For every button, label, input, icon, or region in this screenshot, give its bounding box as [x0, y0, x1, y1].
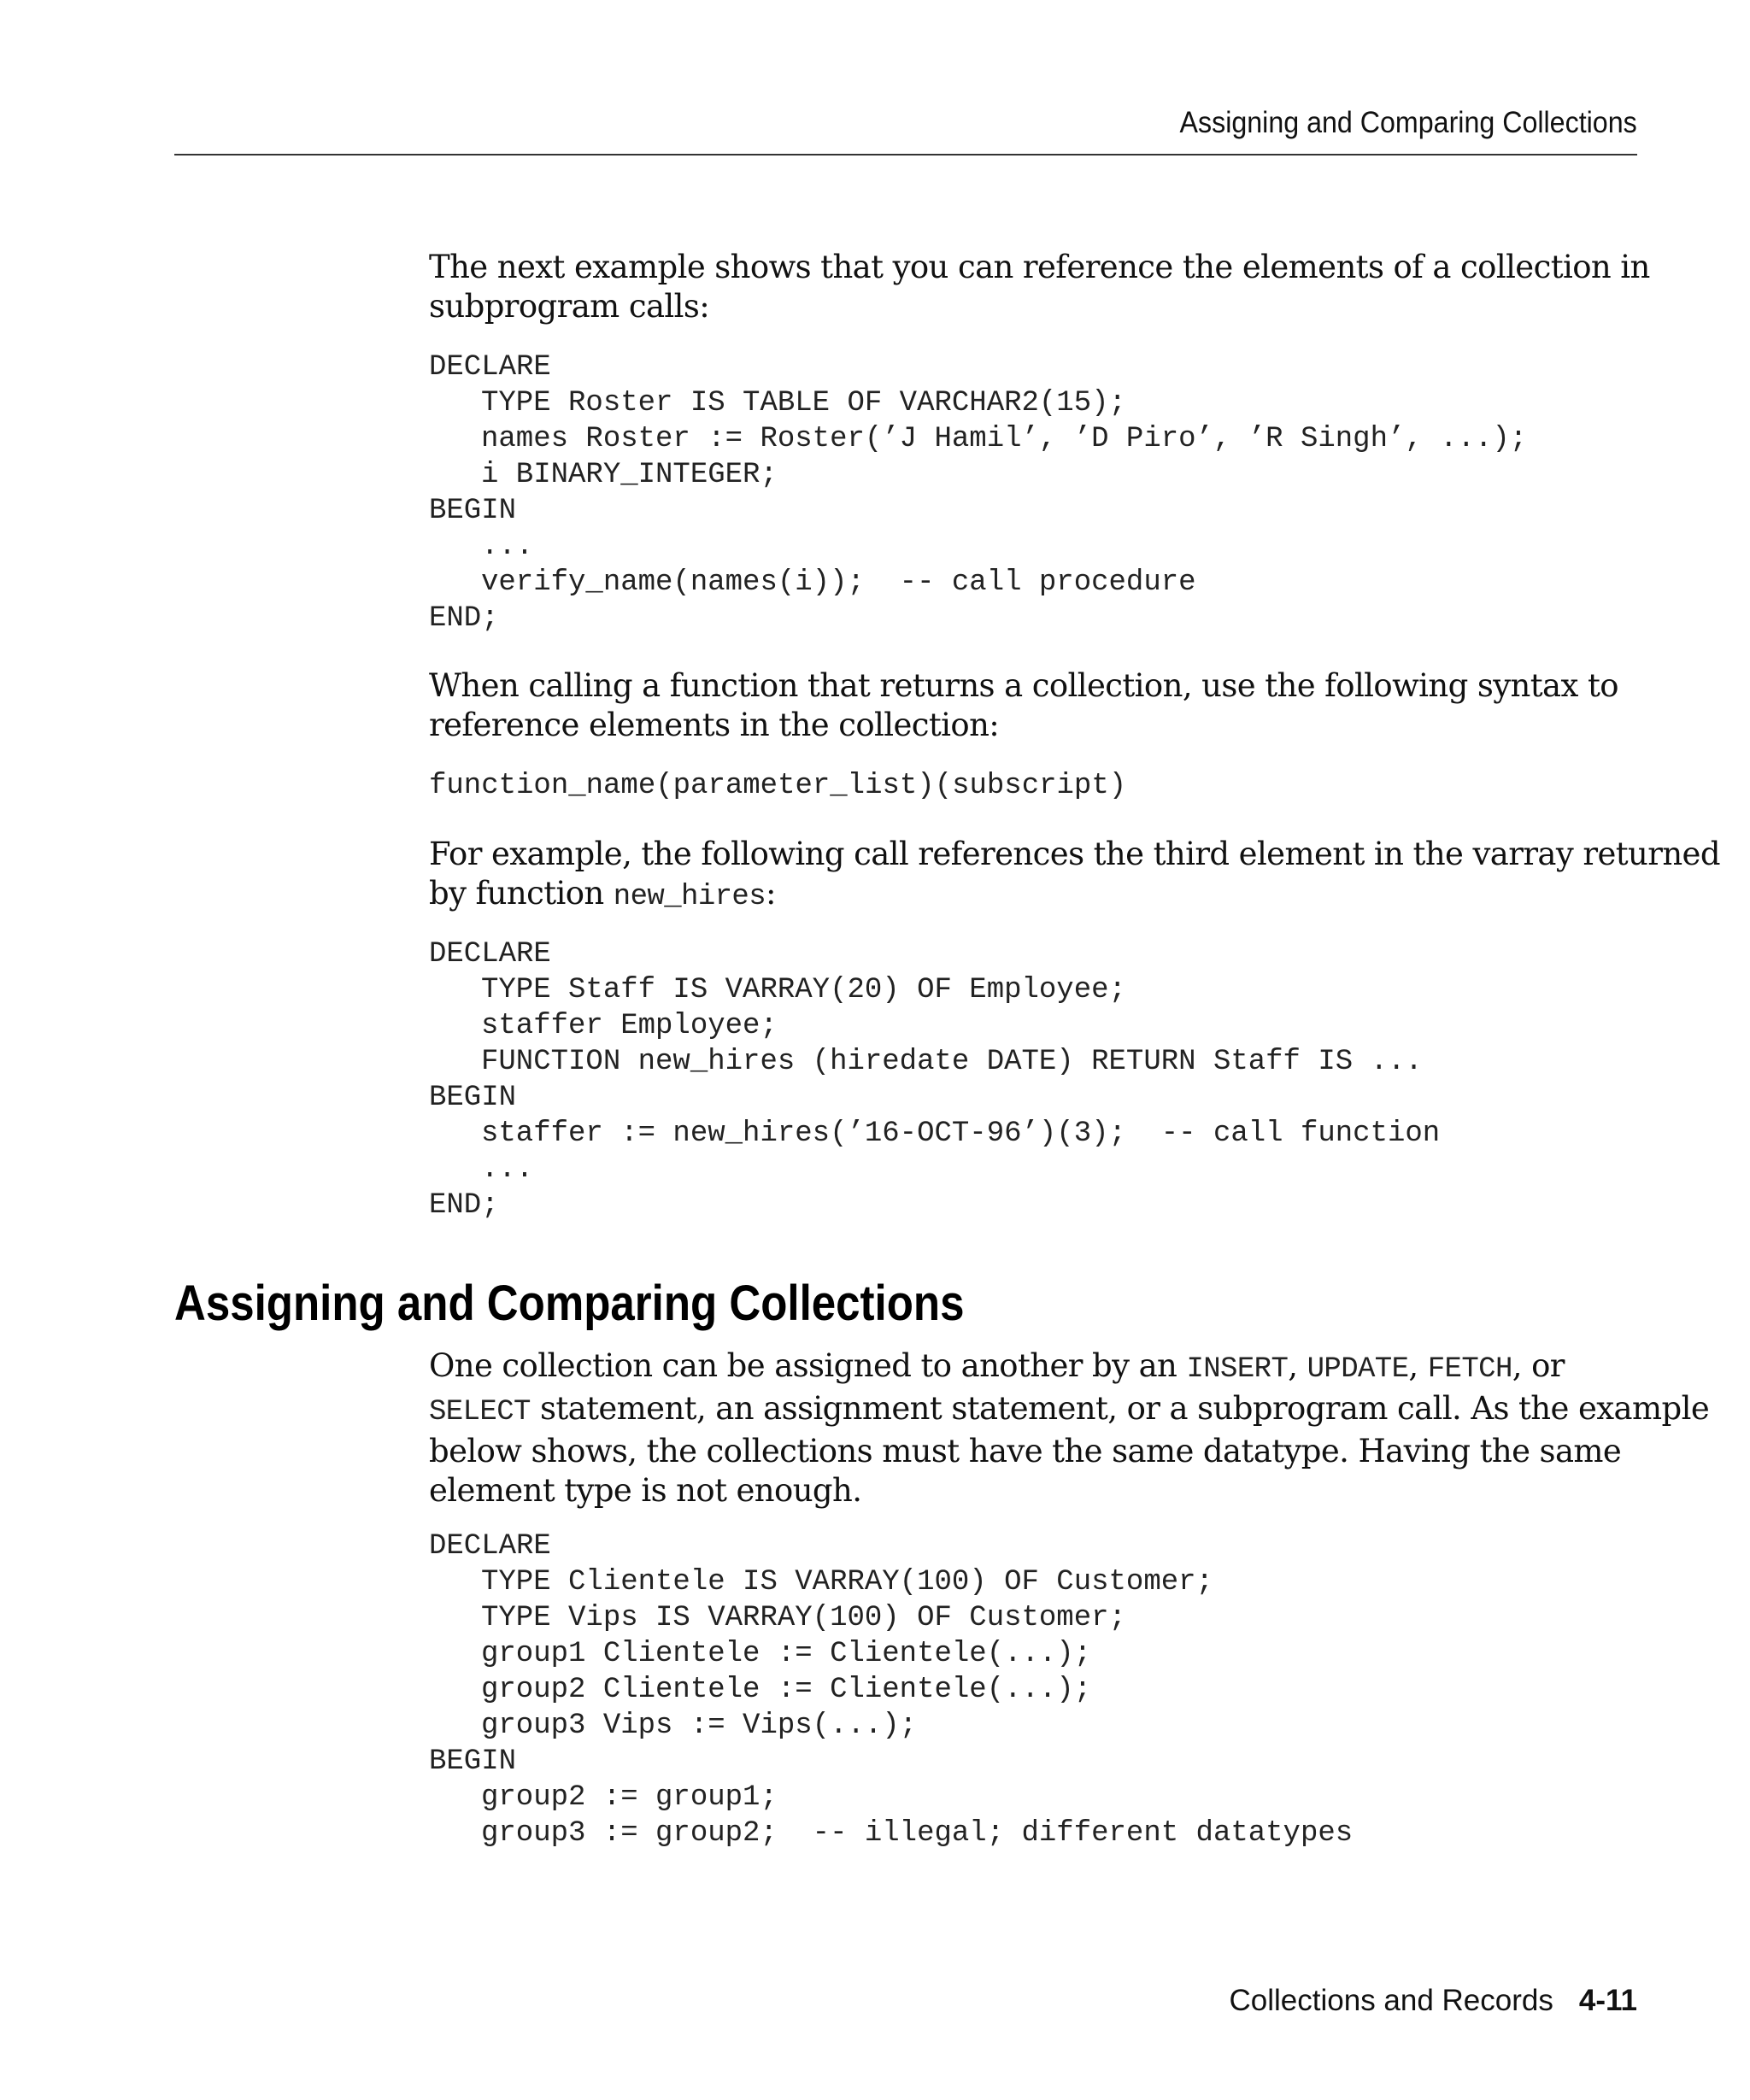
- code-line: group3 Vips := Vips(...);: [481, 1710, 918, 1742]
- code-line: BEGIN: [429, 1745, 517, 1778]
- code-line: BEGIN: [429, 495, 517, 527]
- paragraph-line: When calling a function that returns a collection, use the following syntax to: [429, 667, 1618, 704]
- paragraph-line: For example, the following call references the third element in the varray returned: [429, 836, 1720, 872]
- paragraph-line: reference elements in the collection:: [429, 707, 1000, 743]
- code-line: TYPE Staff IS VARRAY(20) OF Employee;: [481, 974, 1126, 1006]
- code-line: DECLARE: [429, 1530, 551, 1563]
- text-run: , or: [1512, 1347, 1565, 1384]
- syntax-line: [429, 768, 1637, 804]
- paragraph-assignment: [429, 1346, 1710, 1510]
- paragraph-line: element type is not enough.: [429, 1472, 862, 1509]
- code-block-function-call: [429, 936, 1637, 1223]
- code-line: FUNCTION new_hires (hiredate DATE) RETURN Staff IS ...: [481, 1046, 1423, 1078]
- code-line: TYPE Vips IS VARRAY(100) OF Customer;: [481, 1602, 1126, 1634]
- code-block-procedure-call: [429, 349, 1637, 636]
- inline-code: SELECT: [429, 1396, 531, 1428]
- paragraph-function-call: [429, 666, 1637, 745]
- code-line: function_name(parameter_list)(subscript): [429, 770, 1127, 802]
- code-listing: [429, 936, 1637, 1223]
- page-footer: [1230, 1984, 1638, 2018]
- code-line: names Roster := Roster(’J Hamil’, ’D Piro’, ’R Singh’, ...);: [481, 423, 1528, 455]
- paragraph-line: [429, 1389, 1710, 1432]
- section-heading: Assigning and Comparing Collections: [174, 1276, 965, 1331]
- code-line: END;: [429, 602, 499, 635]
- code-line: staffer := new_hires(’16-OCT-96’)(3); -- call function: [481, 1117, 1441, 1150]
- code-line: DECLARE: [429, 938, 551, 971]
- code-line: group2 := group1;: [481, 1781, 778, 1814]
- code-line: verify_name(names(i)); -- call procedure: [481, 566, 1196, 599]
- code-line: TYPE Clientele IS VARRAY(100) OF Customer;: [481, 1566, 1213, 1598]
- code-listing: [429, 349, 1637, 636]
- paragraph-line: [429, 874, 1637, 917]
- inline-code: FETCH: [1427, 1353, 1512, 1386]
- text-run: :: [766, 875, 776, 912]
- running-header: [174, 99, 1637, 155]
- text-run: statement, an assignment statement, or a subprogram call. As the example: [530, 1390, 1710, 1427]
- code-line: staffer Employee;: [481, 1010, 778, 1042]
- text-run: by function: [429, 875, 614, 912]
- inline-code: new_hires: [613, 881, 766, 913]
- paragraph-line: below shows, the collections must have the same datatype. Having the same: [429, 1433, 1622, 1469]
- code-line: group3 := group2; -- illegal; different datatypes: [481, 1817, 1354, 1850]
- footer-chapter: Collections and Records: [1229, 1984, 1553, 2017]
- text-run: ,: [1288, 1347, 1307, 1384]
- code-line: BEGIN: [429, 1082, 517, 1114]
- code-line: group1 Clientele := Clientele(...);: [481, 1638, 1092, 1670]
- text-run: One collection can be assigned to another by an: [429, 1347, 1187, 1384]
- running-title: Assigning and Comparing Collections: [1179, 106, 1637, 139]
- paragraph-intro: [429, 248, 1650, 326]
- text-run: ,: [1408, 1347, 1428, 1384]
- code-line: DECLARE: [429, 351, 551, 384]
- inline-code: INSERT: [1186, 1353, 1289, 1386]
- paragraph-line: The next example shows that you can reference the elements of a collection in: [429, 249, 1650, 285]
- code-line: ...: [481, 1153, 534, 1186]
- code-block-syntax: [429, 768, 1637, 804]
- paragraph-example: [429, 835, 1720, 917]
- code-line: group2 Clientele := Clientele(...);: [481, 1674, 1092, 1706]
- code-line: TYPE Roster IS TABLE OF VARCHAR2(15);: [481, 387, 1126, 419]
- inline-code: UPDATE: [1307, 1353, 1409, 1386]
- paragraph-line: subprogram calls:: [429, 288, 710, 325]
- code-listing: [429, 1528, 1637, 1851]
- paragraph-line: [429, 1346, 1637, 1389]
- page-number: 4-11: [1578, 1984, 1637, 2017]
- code-line: END;: [429, 1189, 499, 1222]
- code-line: ...: [481, 531, 534, 563]
- code-block-assignment: [429, 1528, 1637, 1851]
- code-line: i BINARY_INTEGER;: [481, 459, 778, 491]
